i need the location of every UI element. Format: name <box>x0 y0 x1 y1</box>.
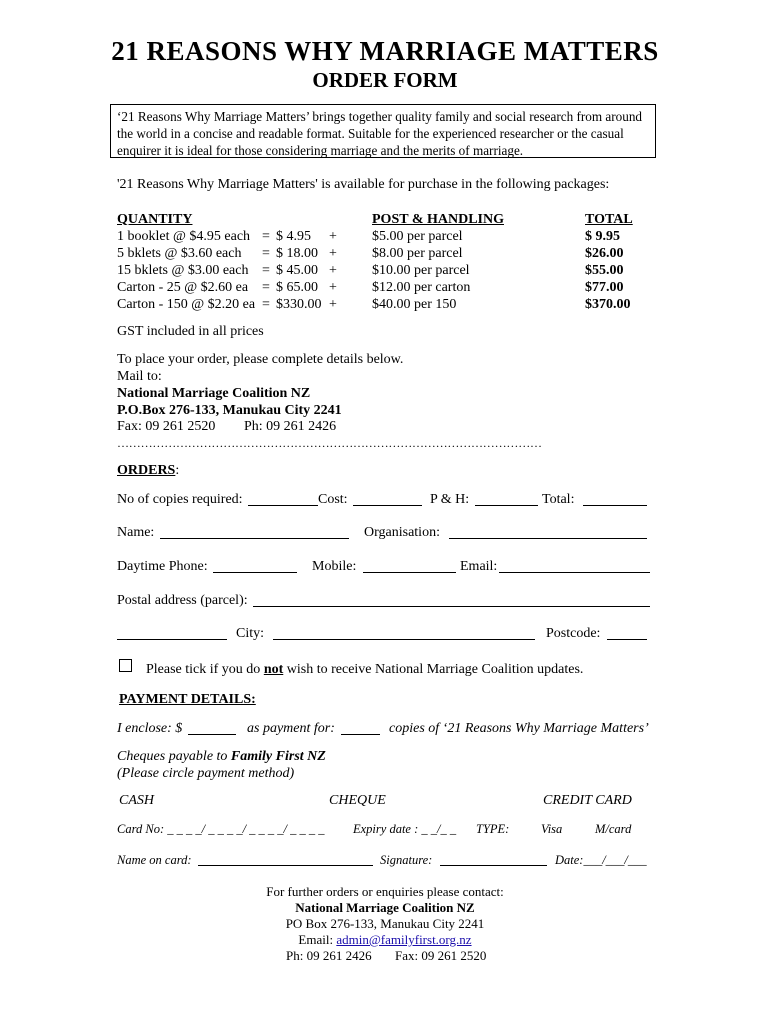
tick-suffix: wish to receive National Marriage Coalition updates. <box>283 662 584 677</box>
package-post: $8.00 per parcel <box>372 246 463 261</box>
postcode-field[interactable] <box>607 639 647 640</box>
package-quantity: Carton - 150 @ $2.20 ea <box>117 297 256 312</box>
address-line2-field[interactable] <box>117 639 227 640</box>
mail-org: National Marriage Coalition NZ <box>117 386 311 401</box>
quantity-header: QUANTITY <box>117 212 193 227</box>
postal-address-label: Postal address (parcel): <box>117 593 248 608</box>
package-post: $10.00 per parcel <box>372 263 470 278</box>
copies-label: No of copies required: <box>117 492 243 507</box>
payment-copies-field[interactable] <box>341 734 380 735</box>
cost-label: Cost: <box>318 492 348 507</box>
footer-phone: Ph: 09 261 2426 <box>286 948 372 963</box>
package-total: $26.00 <box>585 246 624 261</box>
card-number-field[interactable]: Card No: _ _ _ _/ _ _ _ _/ _ _ _ _/ _ _ _ _ <box>117 822 325 836</box>
updates-opt-out-label <box>146 662 583 678</box>
total-label: Total: <box>542 492 575 507</box>
footer-email-line <box>0 932 770 949</box>
footer-org: National Marriage Coalition NZ <box>295 900 475 915</box>
package-total: $370.00 <box>585 297 631 312</box>
package-total: $77.00 <box>585 280 624 295</box>
updates-opt-out-checkbox[interactable] <box>119 659 132 672</box>
package-equals: = <box>262 280 270 295</box>
package-total: $ 9.95 <box>585 229 620 244</box>
package-plus: + <box>329 263 337 278</box>
cheques-payable <box>117 749 326 765</box>
package-plus: + <box>329 246 337 261</box>
signature-field[interactable] <box>440 865 547 866</box>
package-quantity: 15 bklets @ $3.00 each <box>117 263 249 278</box>
intro-box: ‘21 Reasons Why Marriage Matters’ brings together quality family and social research from around the world in a concise and readable format. Suitable for the experienced researcher or the casual enquirer it is ideal for those considering marriage and the merits of marriage. <box>110 104 656 158</box>
daytime-phone-label: Daytime Phone: <box>117 559 208 574</box>
organisation-label: Organisation: <box>364 525 440 540</box>
package-quantity: 5 bklets @ $3.60 each <box>117 246 242 261</box>
cost-field[interactable] <box>353 505 422 506</box>
cheques-payee: Family First NZ <box>230 749 326 764</box>
signature-label: Signature: <box>380 853 433 867</box>
package-post: $12.00 per carton <box>372 280 471 295</box>
package-quantity: 1 booklet @ $4.95 each <box>117 229 251 244</box>
package-price: $ 65.00 <box>276 280 318 295</box>
ph-field[interactable] <box>475 505 538 506</box>
enclose-label: I enclose: $ <box>117 721 183 736</box>
orders-heading-colon: : <box>175 463 180 478</box>
orders-heading <box>117 463 179 479</box>
mail-address: P.O.Box 276-133, Manukau City 2241 <box>117 403 342 418</box>
copies-of-label: copies of ‘21 Reasons Why Marriage Matters’ <box>389 721 649 736</box>
package-equals: = <box>262 263 270 278</box>
name-on-card-field[interactable] <box>198 865 373 866</box>
package-plus: + <box>329 229 337 244</box>
postal-address-field[interactable] <box>253 606 650 607</box>
package-equals: = <box>262 229 270 244</box>
total-header: TOTAL <box>585 212 633 227</box>
enclose-amount-field[interactable] <box>188 734 236 735</box>
tick-not: not <box>263 662 284 677</box>
name-on-card-label: Name on card: <box>117 853 192 867</box>
dotted-divider: ……………………………………………………………………………………………… <box>117 436 542 450</box>
date-field[interactable]: Date:___/___/___ <box>555 853 647 867</box>
footer-email-link[interactable]: admin@familyfirst.org.nz <box>336 932 472 947</box>
tick-prefix: Please tick if you do <box>146 662 264 677</box>
package-plus: + <box>329 297 337 312</box>
package-post: $40.00 per 150 <box>372 297 457 312</box>
package-equals: = <box>262 297 270 312</box>
mail-to-label: Mail to: <box>117 369 162 384</box>
package-equals: = <box>262 246 270 261</box>
orders-heading-text: ORDERS <box>117 463 176 478</box>
postcode-label: Postcode: <box>546 626 601 641</box>
payment-heading: PAYMENT DETAILS: <box>119 692 256 707</box>
package-post: $5.00 per parcel <box>372 229 463 244</box>
footer-contact-line: For further orders or enquiries please contact: <box>266 884 504 899</box>
email-field[interactable] <box>499 572 650 573</box>
email-label: Email: <box>460 559 498 574</box>
organisation-field[interactable] <box>449 538 647 539</box>
footer-fax: Fax: 09 261 2520 <box>395 948 487 963</box>
copies-field[interactable] <box>248 505 318 506</box>
gst-note: GST included in all prices <box>117 324 264 339</box>
name-field[interactable] <box>160 538 349 539</box>
ph-label: P & H: <box>430 492 470 507</box>
package-price: $ 18.00 <box>276 246 318 261</box>
post-header: POST & HANDLING <box>372 212 504 227</box>
method-credit-card[interactable]: CREDIT CARD <box>543 793 632 808</box>
as-payment-label: as payment for: <box>247 721 335 736</box>
method-cash[interactable]: CASH <box>119 793 154 808</box>
city-field[interactable] <box>273 639 535 640</box>
method-cheque[interactable]: CHEQUE <box>329 793 386 808</box>
card-type-visa[interactable]: Visa <box>541 822 563 836</box>
package-price: $ 45.00 <box>276 263 318 278</box>
footer-address: PO Box 276-133, Manukau City 2241 <box>285 916 485 931</box>
order-instruction: To place your order, please complete details below. <box>117 352 404 367</box>
name-label: Name: <box>117 525 155 540</box>
card-type-label: TYPE: <box>476 822 510 836</box>
mobile-label: Mobile: <box>312 559 357 574</box>
circle-method-note: (Please circle payment method) <box>117 766 295 781</box>
footer-email-label: Email: <box>298 932 337 947</box>
page-subtitle: ORDER FORM <box>312 68 458 92</box>
mobile-field[interactable] <box>363 572 456 573</box>
package-price: $ 4.95 <box>276 229 311 244</box>
package-price: $330.00 <box>276 297 322 312</box>
package-total: $55.00 <box>585 263 624 278</box>
mail-fax: Fax: 09 261 2520 <box>117 419 216 434</box>
city-label: City: <box>236 626 265 641</box>
page-title: 21 REASONS WHY MARRIAGE MATTERS <box>111 36 659 66</box>
total-field[interactable] <box>583 505 647 506</box>
mail-phone: Ph: 09 261 2426 <box>244 419 337 434</box>
expiry-field[interactable]: Expiry date : _ _/_ _ <box>353 822 457 836</box>
package-plus: + <box>329 280 337 295</box>
cheques-prefix: Cheques payable to <box>117 749 231 764</box>
availability-text: '21 Reasons Why Marriage Matters' is available for purchase in the following packages: <box>117 177 610 192</box>
daytime-phone-field[interactable] <box>213 572 297 573</box>
card-type-mastercard[interactable]: M/card <box>595 822 632 836</box>
package-quantity: Carton - 25 @ $2.60 ea <box>117 280 249 295</box>
